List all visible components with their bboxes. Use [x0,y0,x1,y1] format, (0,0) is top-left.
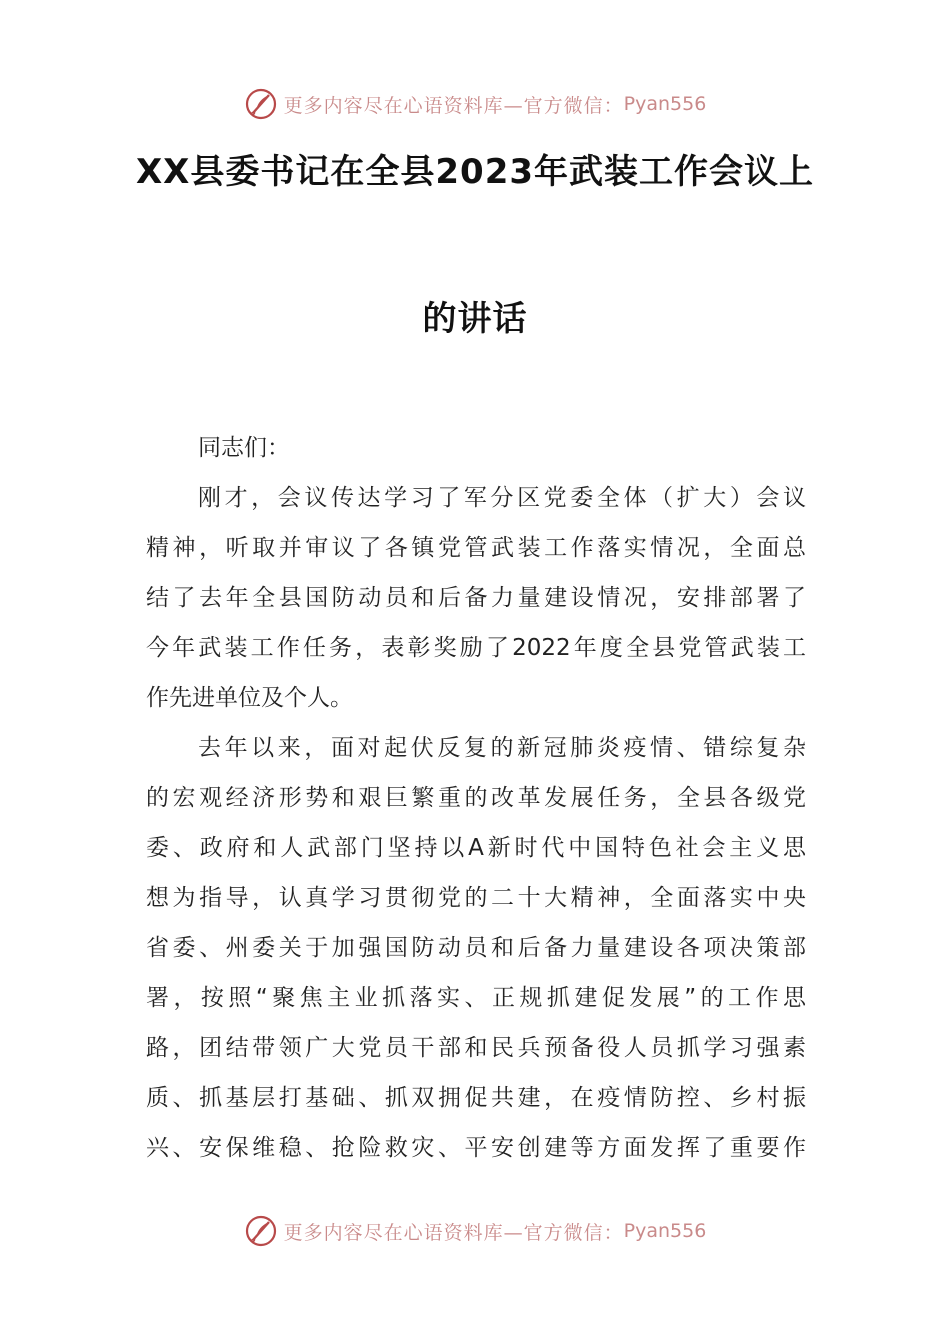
body-line: 署，按照“聚焦主业抓落实、正规抓建促发展”的工作思 [146,985,806,1011]
watermark-text: 更多内容尽在心语资料库—官方微信： [283,1221,624,1244]
salutation: 同志们： [198,435,290,461]
watermark-text: 更多内容尽在心语资料库—官方微信： [283,94,624,117]
body-line: 刚才，会议传达学习了军分区党委全体（扩大）会议 [198,485,806,511]
body-line: 的宏观经济形势和艰巨繁重的改革发展任务，全县各级党 [146,785,806,811]
body-line: 委、政府和人武部门坚持以A新时代中国特色社会主义思 [146,835,806,861]
body-line: 路，团结带领广大党员干部和民兵预备役人员抓学习强素 [146,1035,806,1061]
body-line: 想为指导，认真学习贯彻党的二十大精神，全面落实中央 [146,885,806,911]
body-line: 结了去年全县国防动员和后备力量建设情况，安排部署了 [146,585,806,611]
document-body [146,423,806,1173]
body-line: 今年武装工作任务，表彰奖励了2022年度全县党管武装工 [146,635,806,661]
quill-logo-icon [244,87,278,121]
body-line: 省委、州委关于加强国防动员和后备力量建设各项决策部 [146,935,806,961]
body-line: 精神，听取并审议了各镇党管武装工作落实情况，全面总 [146,535,806,561]
watermark-wechat-id: Pyan556 [623,1220,707,1242]
header-watermark [0,84,950,124]
watermark-wechat-id: Pyan556 [623,93,707,115]
body-line: 兴、安保维稳、抢险救灾、平安创建等方面发挥了重要作 [146,1135,806,1161]
body-line: 去年以来，面对起伏反复的新冠肺炎疫情、错综复杂 [198,735,806,761]
body-line: 质、抓基层打基础、抓双拥促共建，在疫情防控、乡村振 [146,1085,806,1111]
footer-watermark [0,1211,950,1251]
quill-logo-icon [244,1214,278,1248]
body-line: 作先进单位及个人。 [146,685,353,711]
document-title-line-1: XX县委书记在全县2023年武装工作会议上 [135,152,815,192]
document-title-line-2: 的讲话 [422,299,528,339]
